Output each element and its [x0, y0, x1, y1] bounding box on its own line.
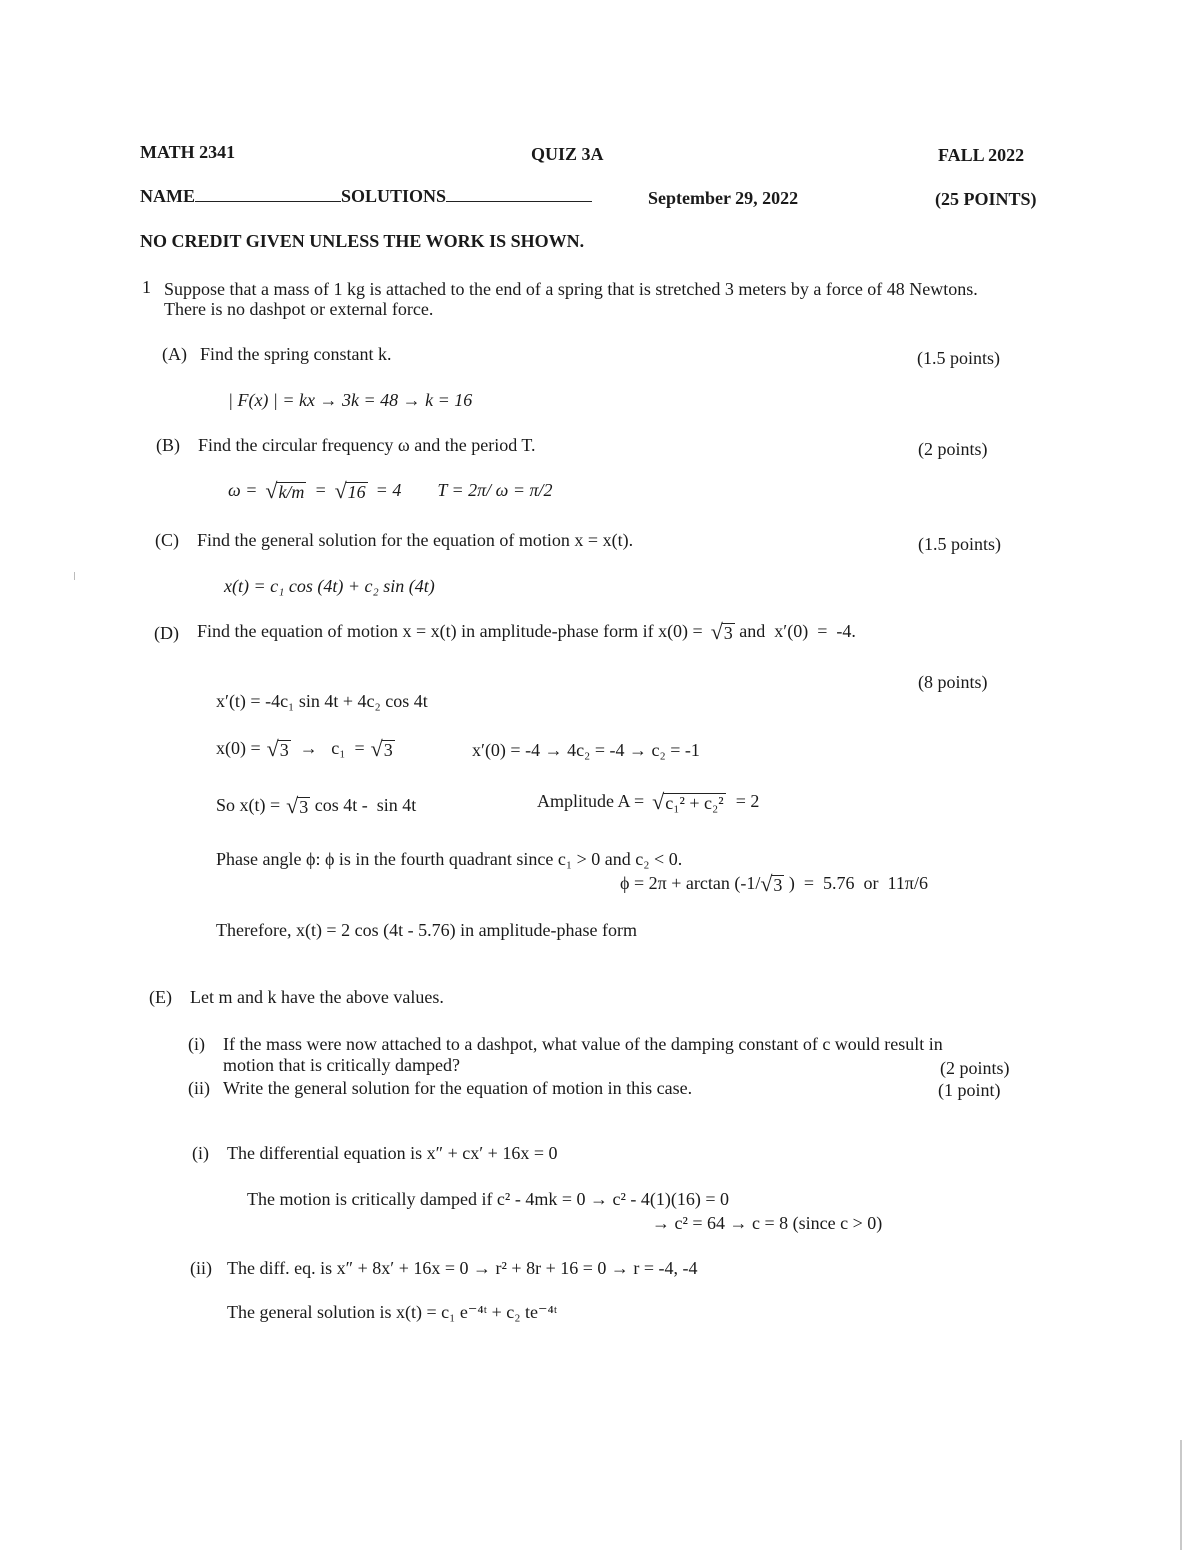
- part-e-q1-label: (i): [188, 1034, 205, 1054]
- part-c-answer: x(t) = c₁ cos (4t) + c₂ sin (4t): [224, 576, 435, 596]
- so-text: So x(t) =: [216, 795, 281, 816]
- part-d-question-tail: and x′(0) = -4.: [734, 621, 856, 642]
- name-underline-right: [446, 200, 592, 202]
- problem-statement-line2: There is no dashpot or external force.: [164, 299, 434, 319]
- phase-angle-line2: [620, 873, 928, 895]
- name-value: SOLUTIONS: [341, 186, 447, 206]
- part-e-a1-line3: → c² = 64 → c = 8 (since c > 0): [652, 1213, 883, 1233]
- part-c-label: (C): [155, 530, 179, 550]
- part-e-a2-label: (ii): [190, 1258, 212, 1278]
- part-e-a2-text: The diff. eq. is x″ + 8x′ + 16x = 0 → r² + 8r + 16 = 0 → r = -4, -4: [227, 1258, 698, 1278]
- sqrt-3: √ 3: [710, 619, 733, 644]
- course-number: MATH 2341: [140, 142, 236, 162]
- amplitude-value: = 2: [735, 791, 760, 812]
- sqrt-16: √ 16: [334, 478, 366, 503]
- part-b-points: (2 points): [918, 439, 988, 459]
- part-a-label: (A): [162, 344, 187, 364]
- total-points: (25 POINTS): [935, 189, 1037, 209]
- part-d-label: (D): [154, 623, 179, 643]
- part-e-a1-line2: The motion is critically damped if c² - 4mk = 0 → c² - 4(1)(16) = 0: [247, 1189, 729, 1209]
- phase-value: ) = 5.76 or 11π/6: [784, 873, 928, 894]
- omega-rhs: = 4: [375, 480, 402, 501]
- part-e-q1-points: (2 points): [940, 1058, 1010, 1078]
- part-c-question: Find the general solution for the equation of motion x = x(t).: [197, 530, 634, 550]
- problem-statement-line1: Suppose that a mass of 1 kg is attached to the end of a spring that is stretched 3 meters by a force of 48 Newtons.: [164, 279, 978, 299]
- part-a-question: Find the spring constant k.: [200, 344, 392, 364]
- amplitude-phase-result: Therefore, x(t) = 2 cos (4t - 5.76) in amplitude-phase form: [216, 920, 638, 940]
- problem-number: 1: [142, 277, 151, 297]
- sqrt-3: √ 3: [760, 871, 783, 896]
- ic1-c1: → c₁ =: [290, 738, 365, 759]
- part-e-q2-points: (1 point): [938, 1080, 1001, 1100]
- part-b-question: Find the circular frequency ω and the period T.: [198, 435, 536, 455]
- part-e-label: (E): [149, 987, 172, 1007]
- part-e-a2-line2: The general solution is x(t) = c₁ e⁻⁴ᵗ + c₂ te⁻⁴ᵗ: [227, 1302, 558, 1322]
- initial-condition-1: [216, 738, 395, 760]
- part-b-answer: [228, 480, 553, 502]
- part-e-q2-text: Write the general solution for the equation of motion in this case.: [223, 1078, 693, 1098]
- omega-eq: =: [314, 480, 327, 501]
- part-e-intro: Let m and k have the above values.: [190, 987, 444, 1007]
- quiz-title: QUIZ 3A: [531, 144, 604, 164]
- part-d-question-text: Find the equation of motion x = x(t) in amplitude-phase form if x(0) =: [197, 621, 703, 642]
- part-c-points: (1.5 points): [918, 534, 1001, 554]
- part-d-points: (8 points): [918, 672, 988, 692]
- name-line: [140, 186, 592, 208]
- amplitude-eq: [537, 791, 759, 813]
- part-e-a1-label: (i): [192, 1143, 209, 1163]
- so-tail: cos 4t - sin 4t: [310, 795, 417, 816]
- ic1-text: x(0) =: [216, 738, 261, 759]
- initial-condition-2: x′(0) = -4 → 4c₂ = -4 → c₂ = -1: [472, 740, 700, 760]
- phase-angle-line1: Phase angle ϕ: ϕ is in the fourth quadrant since c₁ > 0 and c₂ < 0.: [216, 849, 683, 869]
- name-underline-left: [195, 200, 341, 202]
- part-e-q1-line1: If the mass were now attached to a dashpot, what value of the damping constant of c would result in: [223, 1034, 943, 1054]
- sqrt-k-over-m: √ k/m: [265, 478, 305, 503]
- period-answer: T = 2π/ ω = π/2: [437, 480, 553, 501]
- part-e-q1-line2: motion that is critically damped?: [223, 1055, 460, 1075]
- work-notice: NO CREDIT GIVEN UNLESS THE WORK IS SHOWN.: [140, 231, 585, 251]
- scan-edge-shadow: [1180, 1440, 1182, 1550]
- sqrt-c1-c2: √ c₁² + c₂²: [652, 789, 724, 814]
- part-d-question: [197, 621, 856, 643]
- part-e-q2-label: (ii): [188, 1078, 210, 1098]
- part-b-label: (B): [156, 435, 180, 455]
- sqrt-3: √ 3: [286, 793, 309, 818]
- part-a-points: (1.5 points): [917, 348, 1000, 368]
- omega-lhs: ω =: [228, 480, 258, 501]
- sqrt-3: √ 3: [370, 736, 393, 761]
- amplitude-text: Amplitude A =: [537, 791, 645, 812]
- quiz-date: September 29, 2022: [648, 188, 799, 208]
- derivative-eq: x′(t) = -4c₁ sin 4t + 4c₂ cos 4t: [216, 691, 428, 711]
- sqrt-3: √ 3: [266, 736, 289, 761]
- part-e-a1-text: The differential equation is x″ + cx′ + 16x = 0: [227, 1143, 558, 1163]
- part-a-answer: | F(x) | = kx → 3k = 48 → k = 16: [228, 390, 473, 410]
- phase-text: ϕ = 2π + arctan (-1/: [620, 873, 761, 894]
- name-label: NAME: [140, 186, 195, 206]
- solution-so: [216, 795, 416, 817]
- term: FALL 2022: [938, 145, 1025, 165]
- scan-speck: [74, 572, 75, 580]
